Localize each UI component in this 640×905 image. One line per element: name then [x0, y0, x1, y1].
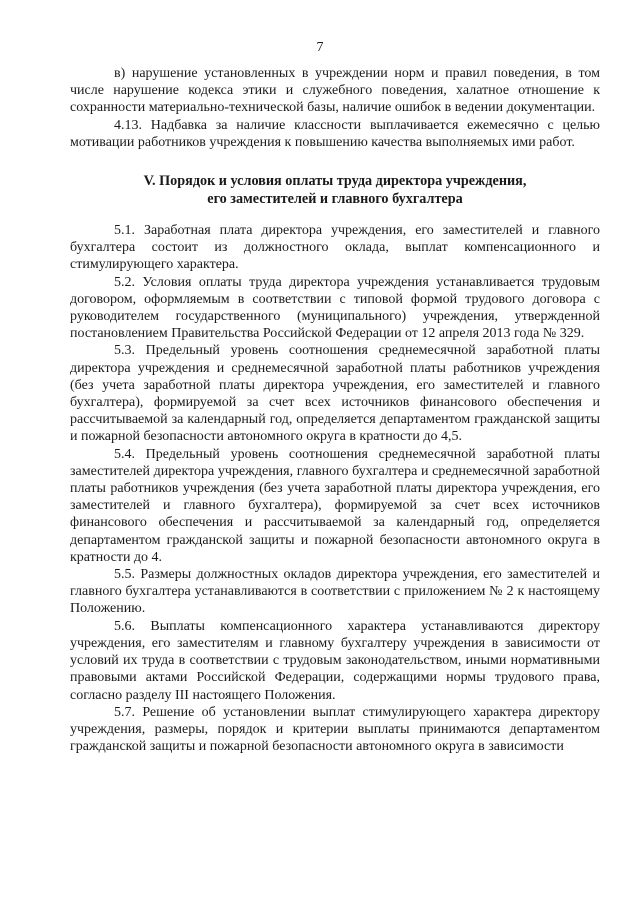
paragraph-5-1: 5.1. Заработная плата директора учреждения, его заместителей и главного бухгалтера состоит из должностного оклада, выплат компенсационного и стимулирующего характера. [70, 223, 600, 273]
paragraph-5-5: 5.5. Размеры должностных окладов директора учреждения, его заместителей и главного бухгалтера устанавливаются в соответствии с приложением № 2 к настоящему Положению. [70, 567, 600, 617]
paragraph-item-v: в) нарушение установленных в учреждении норм и правил поведения, в том числе нарушение кодекса этики и служебного поведения, халатное отношение к сохранности материально-технической базы, наличие ошибок в ведении документации. [70, 66, 600, 116]
section-heading-line-1: V. Порядок и условия оплаты труда директора учреждения, [143, 173, 527, 190]
paragraph-5-6: 5.6. Выплаты компенсационного характера устанавливаются директору учреждения, его заместителям и главному бухгалтеру учреждения в зависимости от условий их труда в соответствии с трудовым законодательством, иными нормативными правовыми актами Российской Федерации, содержащими нормы трудового права, согласно разделу III настоящего Положения. [70, 618, 600, 703]
document-body [70, 65, 600, 755]
paragraph-5-2: 5.2. Условия оплаты труда директора учреждения устанавливается трудовым договором, оформляемым в соответствии с типовой формой трудового договора с руководителем государственного (муниципального) учреждения, утвержденной постановлением Правительства Российской Федерации от 12 апреля 2013 года № 329. [70, 274, 600, 342]
page-number: 7 [316, 40, 324, 55]
section-heading [70, 173, 600, 208]
section-heading-line-2: его заместителей и главного бухгалтера [207, 190, 463, 207]
paragraph-5-4: 5.4. Предельный уровень соотношения среднемесячной заработной платы заместителей директора учреждения, главного бухгалтера и среднемесячной заработной платы работников учреждения (без учета заработной платы директора учреждения, его заместителей и главного бухгалтера), формируемой за счет всех источников финансового обеспечения и рассчитываемой за календарный год, определяется департаментом гражданской защиты и пожарной безопасности автономного округа в кратности до 4. [70, 446, 600, 565]
paragraph-5-3: 5.3. Предельный уровень соотношения среднемесячной заработной платы директора учреждения и среднемесячной заработной платы работников учреждения (без учета заработной платы директора учреждения, его заместителей и главного бухгалтера), формируемой за счет всех источников финансового обеспечения и рассчитываемой за календарный год, определяется департаментом гражданской защиты и пожарной безопасности автономного округа в кратности до 4,5. [70, 343, 600, 445]
paragraph-5-7: 5.7. Решение об установлении выплат стимулирующего характера директору учреждения, размеры, порядок и критерии выплаты принимаются департаментом гражданской защиты и пожарной безопасности автономного округа в зависимости [70, 704, 600, 755]
paragraph-4-13: 4.13. Надбавка за наличие классности выплачивается ежемесячно с целью мотивации работников учреждения к повышению качества выполняемых ими работ. [70, 117, 600, 150]
